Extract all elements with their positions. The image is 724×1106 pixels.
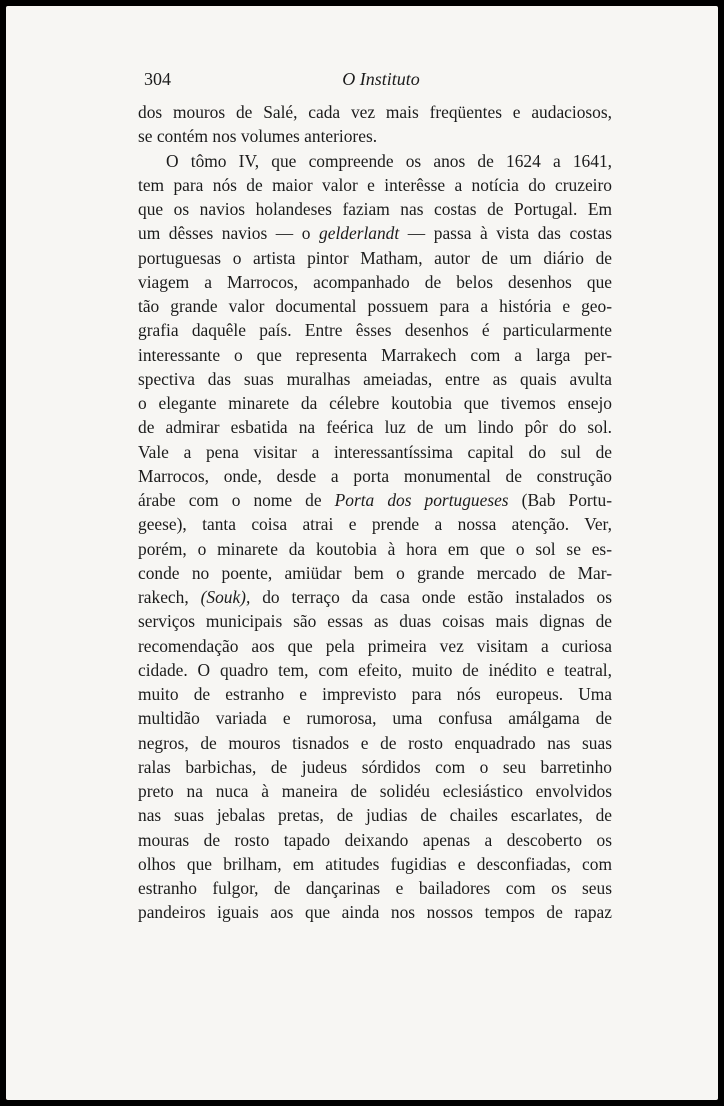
italic-ship-name: gelderlandt	[319, 223, 400, 244]
text-line: pandeiros iguais aos que ainda nos nossos tempos de rapaz	[138, 902, 612, 923]
text-line: estranho fulgor, de dançarinas e bailadores com os seus	[138, 878, 612, 898]
text-line: Vale a pena visitar a interessantíssima capital do sul de	[138, 441, 612, 462]
text-line: geese), tanta coisa atrai e prende a nossa atenção. Ver,	[138, 514, 612, 535]
text-line: interessante o que representa Marrakech com a larga per-	[138, 344, 612, 365]
text-line: negros, de mouros tisnados e de rosto enquadrado nas suas	[138, 732, 612, 753]
text-line: rakech, (Souk), do terraço da casa onde estão instalados os	[138, 587, 612, 607]
text-line: que os navios holandeses faziam nas costas de Portugal. Em	[138, 199, 612, 219]
text-line: grafia daquêle país. Entre êsses desenhos é particularmente	[138, 320, 612, 341]
italic-gate-name: Porta dos portugueses	[334, 490, 509, 510]
text-line: recomendação aos que pela primeira vez visitam a curiosa	[138, 635, 612, 656]
text-line: serviços municipais são essas as duas coisas mais dignas de	[138, 611, 612, 632]
text-line: dos mouros de Salé, cada vez mais freqüentes e audaciosos,	[138, 102, 612, 122]
text-line: olhos que brilham, em atitudes fugidias e desconfiadas, com	[138, 853, 612, 874]
text-line: um dêsses navios — o gelderlandt — passa à vista das costas	[138, 223, 612, 244]
body-text	[138, 100, 612, 925]
text-line: preto na nuca à maneira de solidéu eclesiástico envolvidos	[138, 781, 612, 801]
text-line: Marrocos, onde, desde a porta monumental de construção	[138, 465, 612, 486]
text-line: viagem a Marrocos, acompanhado de belos desenhos que	[138, 271, 612, 292]
text-line: tão grande valor documental possuem para a história e geo-	[138, 296, 612, 316]
text-line: tem para nós de maior valor e interêsse a notícia do cruzeiro	[138, 174, 612, 195]
text-line: se contém nos volumes anteriores.	[138, 126, 378, 147]
text-line: O tômo IV, que compreende os anos de 1624 a 1641,	[166, 150, 612, 171]
text-line: conde no poente, amiüdar bem o grande mercado de Mar-	[138, 562, 612, 583]
page-number: 304	[144, 69, 171, 89]
text-line: multidão variada e rumorosa, uma confusa amálgama de	[138, 708, 612, 729]
text-line: o elegante minarete da célebre koutobia que tivemos ensejo	[138, 393, 612, 413]
running-title: O Instituto	[342, 69, 420, 89]
text-line: de admirar esbatida na feérica luz de um lindo pôr do sol.	[138, 417, 612, 438]
text-line: árabe com o nome de Porta dos portugueses (Bab Portu-	[138, 490, 612, 510]
text-line: spectiva das suas muralhas ameiadas, entre as quais avulta	[138, 368, 612, 389]
text-line: muito de estranho e imprevisto para nós europeus. Uma	[138, 684, 612, 704]
text-line: cidade. O quadro tem, com efeito, muito de inédito e teatral,	[138, 659, 612, 680]
text-line: porém, o minarete da koutobia à hora em que o sol se es-	[138, 538, 612, 559]
text-line: mouras de rosto tapado deixando apenas a descoberto os	[138, 829, 612, 850]
text-line: portuguesas o artista pintor Matham, autor de um diário de	[138, 247, 612, 268]
page-header	[144, 69, 618, 93]
italic-souk: (Souk),	[200, 587, 251, 607]
text-line: ralas barbichas, de judeus sórdidos com o seu barretinho	[138, 756, 612, 777]
text-line: nas suas jebalas pretas, de judias de chailes escarlates, de	[138, 805, 612, 826]
